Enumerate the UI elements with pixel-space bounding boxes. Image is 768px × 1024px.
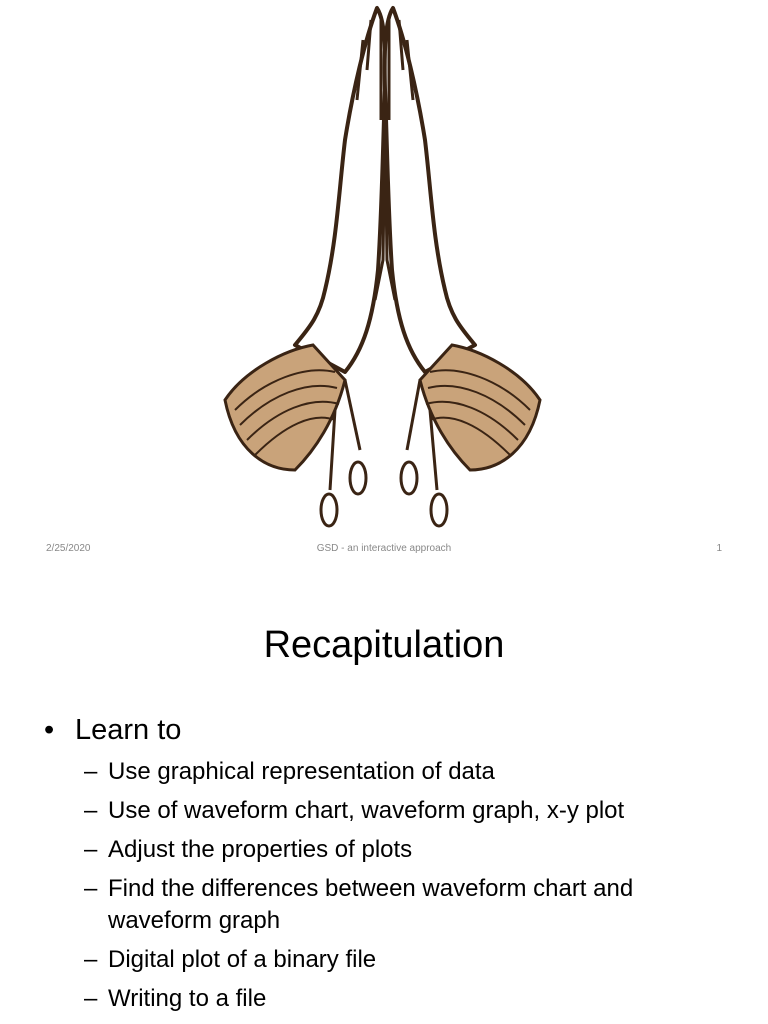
list-item: [44, 756, 734, 788]
bullet-text: Learn to: [75, 714, 182, 746]
dash-marker: –: [84, 758, 98, 785]
list-item: [44, 944, 734, 976]
list-item: [44, 983, 734, 1015]
list-item-text: Use of waveform chart, waveform graph, x-y plot: [108, 797, 625, 824]
praying-hands-icon: [195, 0, 570, 540]
sub-bullet-list: [44, 756, 734, 1015]
list-item: [44, 795, 734, 827]
list-item: [44, 873, 734, 937]
dash-marker: –: [84, 985, 98, 1012]
dash-marker: –: [84, 797, 98, 824]
bullet-learn-to: [44, 712, 734, 748]
list-item-text: Find the differences between waveform chart and waveform graph: [108, 875, 634, 934]
dash-marker: –: [84, 836, 98, 863]
list-item-text: Adjust the properties of plots: [108, 836, 413, 863]
dash-marker: –: [84, 875, 98, 902]
list-item-text: Digital plot of a binary file: [108, 946, 377, 973]
list-item-text: Use graphical representation of data: [108, 758, 495, 785]
slide-body: [44, 712, 734, 1022]
list-item-text: Writing to a file: [108, 985, 267, 1012]
footer-title: GSD - an interactive approach: [316, 543, 452, 554]
slide-2: [0, 572, 768, 1024]
list-item: [44, 834, 734, 866]
dash-marker: –: [84, 946, 98, 973]
footer-date: 2/25/2020: [46, 543, 91, 554]
footer-page-number: 1: [716, 543, 722, 554]
slide-title: Recapitulation: [263, 624, 505, 666]
bullet-dot: •: [44, 714, 55, 746]
